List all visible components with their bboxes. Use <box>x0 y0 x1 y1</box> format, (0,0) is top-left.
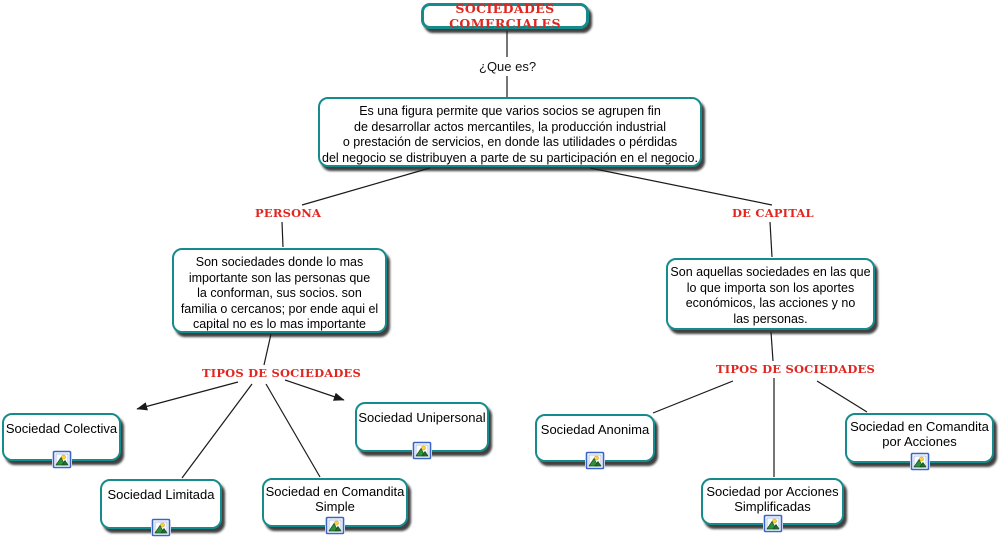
connector-tipos-to-anonima <box>653 381 733 413</box>
definition-line: Es una figura permite que varios socios se agrupen fin <box>359 104 661 118</box>
persona-line: la conforman, sus socios. son <box>197 286 362 301</box>
image-placeholder-icon[interactable] <box>585 451 605 470</box>
image-placeholder-icon[interactable] <box>910 452 930 471</box>
persona-line: importante son las personas que <box>188 270 371 285</box>
definition-line: de desarrollar actos mercantiles, la producción industrial <box>354 119 666 134</box>
connector-tipos-to-colectiva <box>137 382 238 409</box>
node-sociedades-comerciales[interactable] <box>421 3 589 29</box>
connector-tipos-to-limitada <box>182 384 252 478</box>
connector-capital-label-to-box <box>770 222 772 257</box>
leaf-label: Sociedad por Acciones <box>706 484 839 499</box>
leaf-label: Sociedad en Comandita <box>850 419 989 434</box>
definition-line: del negocio se distribuyen a parte de su participación en el negocio. <box>322 150 698 165</box>
leaf-label: Simplificadas <box>734 499 811 514</box>
types-label-persona[interactable]: TIPOS DE SOCIEDADES <box>202 366 362 380</box>
leaf-label: Simple <box>315 499 355 514</box>
connector-persona-box-to-tipos <box>264 334 271 365</box>
leaf-label: Sociedad en Comandita <box>265 484 405 499</box>
linking-label-que-es[interactable]: ¿Que es? <box>479 59 537 74</box>
node-definition[interactable] <box>318 97 702 167</box>
branch-label-de-capital[interactable]: DE CAPITAL <box>732 206 814 220</box>
node-sociedad-comandita-simple[interactable] <box>262 478 408 527</box>
definition-line: o prestación de servicios, en donde las utilidades o pérdidas <box>342 135 678 150</box>
leaf-label: Sociedad Limitada <box>107 487 215 502</box>
leaf-label: Sociedad Anonima <box>540 422 650 437</box>
connector-definition-to-capital-label <box>590 168 772 205</box>
connector-tipos-to-comandita-acciones <box>817 381 867 412</box>
leaf-label: Sociedad Colectiva <box>5 421 118 436</box>
capital-line: las personas. <box>733 311 808 326</box>
connector-definition-to-persona-label <box>302 168 430 205</box>
image-placeholder-icon[interactable] <box>52 450 72 469</box>
connector-tipos-to-unipersonal <box>285 380 344 400</box>
branch-label-persona[interactable]: PERSONA <box>255 206 322 220</box>
node-sociedad-unipersonal[interactable] <box>355 402 489 452</box>
persona-line: capital no es lo mas importante <box>192 317 366 332</box>
connector-capital-box-to-tipos <box>771 332 773 361</box>
persona-line: Son sociedades donde lo mas <box>195 255 364 269</box>
image-placeholder-icon[interactable] <box>763 514 783 533</box>
persona-line: familia o cercanos; por ende aqui el <box>180 301 379 316</box>
capital-line: económicos, las acciones y no <box>685 296 856 311</box>
leaf-label: Sociedad Unipersonal <box>358 410 486 425</box>
node-sociedad-anonima[interactable] <box>535 414 655 462</box>
capital-line: Son aquellas sociedades en las que <box>670 265 871 279</box>
image-placeholder-icon[interactable] <box>325 516 345 535</box>
node-capital-description[interactable] <box>666 258 875 330</box>
node-sociedad-colectiva[interactable] <box>2 413 121 461</box>
node-sociedad-acciones-simplificadas[interactable] <box>701 478 844 525</box>
capital-line: lo que importa son los aportes <box>686 280 855 295</box>
connector-persona-label-to-box <box>282 222 283 247</box>
node-sociedad-limitada[interactable] <box>100 479 222 529</box>
types-label-capital[interactable]: TIPOS DE SOCIEDADES <box>716 362 876 376</box>
connector-tipos-to-comandita-simple <box>266 384 320 477</box>
image-placeholder-icon[interactable] <box>151 518 171 537</box>
image-placeholder-icon[interactable] <box>412 441 432 460</box>
node-sociedad-comandita-por-acciones[interactable] <box>845 413 994 463</box>
node-persona-description[interactable] <box>172 248 387 333</box>
title-text: SOCIEDADES COMERCIALES <box>449 1 561 31</box>
leaf-label: por Acciones <box>882 434 957 449</box>
